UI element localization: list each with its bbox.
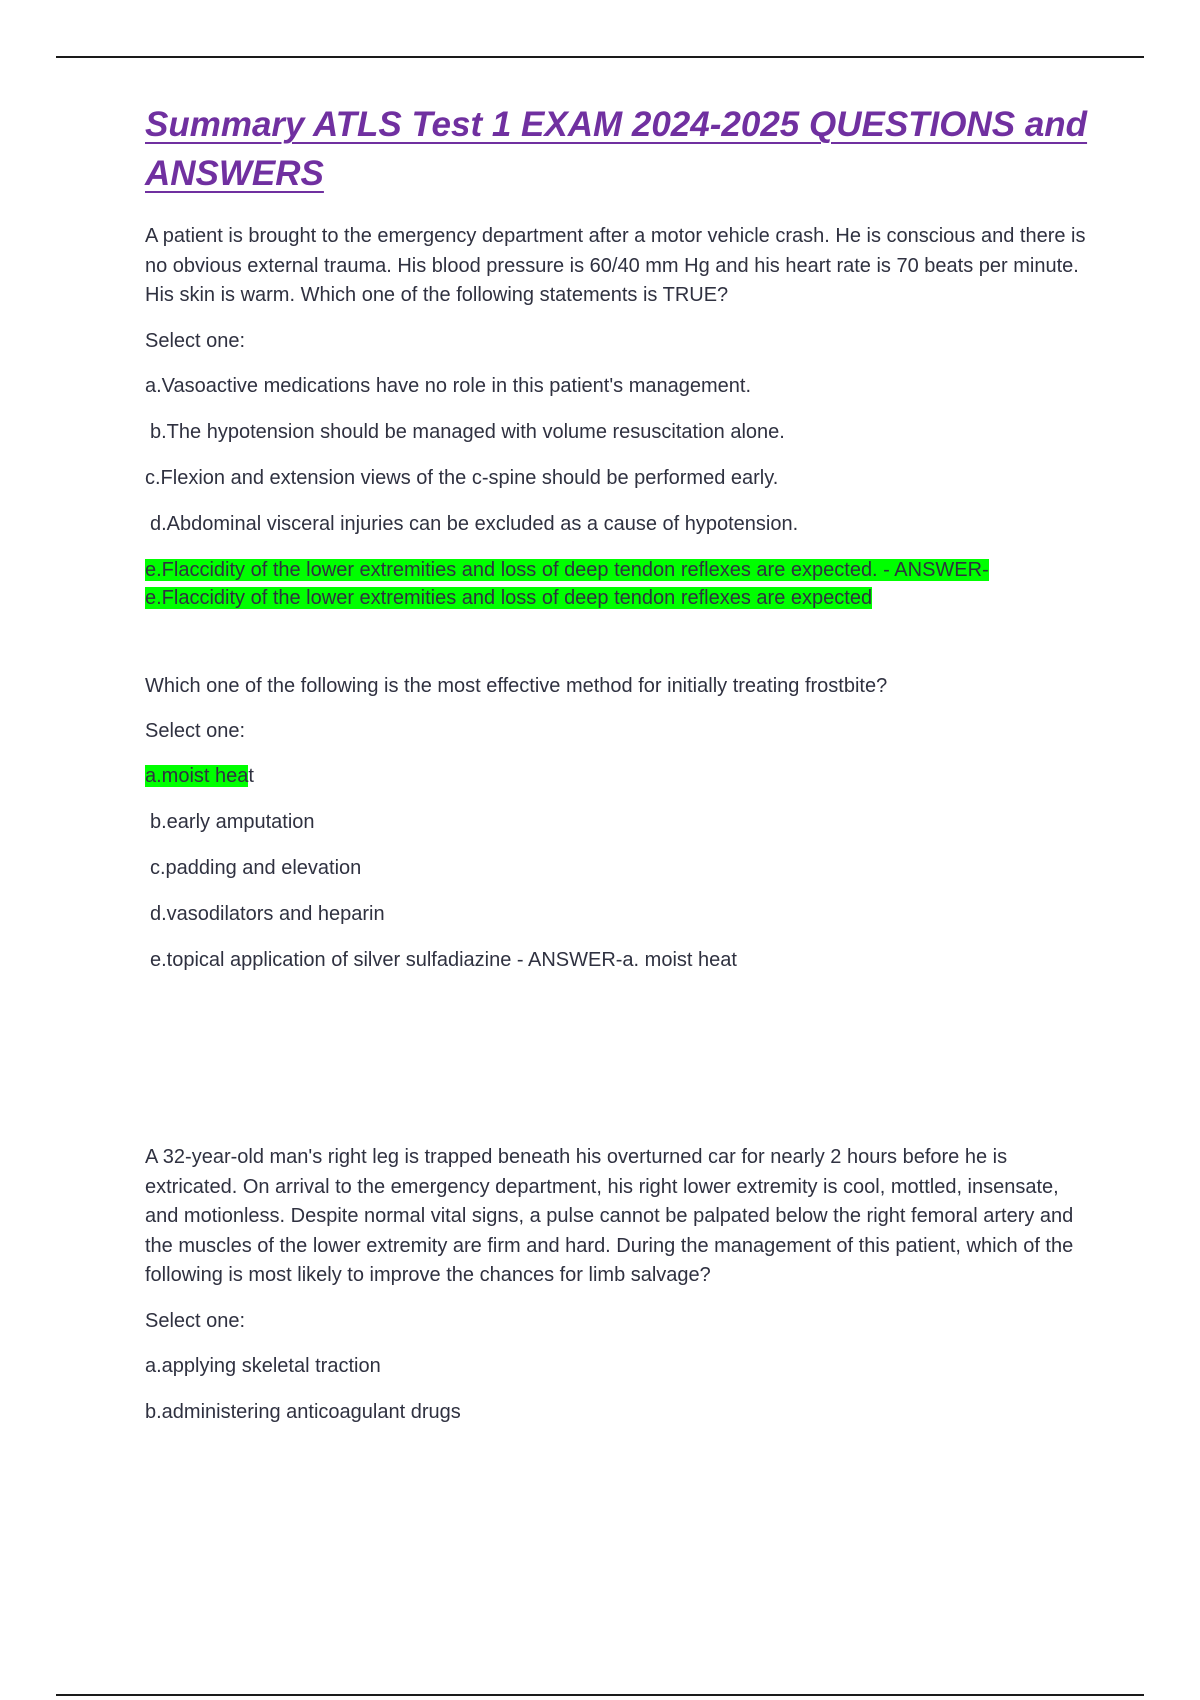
question-2-option-d: d.vasodilators and heparin (150, 903, 385, 925)
question-1-option-c: c.Flexion and extension views of the c-spine should be performed early. (145, 466, 779, 489)
top-rule (56, 56, 1144, 58)
document-title: Summary ATLS Test 1 EXAM 2024-2025 QUESTIONS and ANSWERS (145, 105, 1088, 193)
question-1-answer-line-1: e.Flaccidity of the lower extremities and loss of deep tendon reflexes are expected. - ANSWER- (145, 558, 989, 581)
question-2-select-label: Select one: (145, 720, 246, 742)
question-2-option-a-rest: t (248, 765, 254, 787)
question-2-option-c: c.padding and elevation (150, 857, 362, 879)
question-1 (145, 222, 1095, 612)
question-3-option-b: b.administering anticoagulant drugs (145, 1400, 461, 1423)
question-1-text: A patient is brought to the emergency department after a motor vehicle crash. He is conscious and there is no obvious external trauma. His blood pressure is 60/40 mm Hg and his heart rate is 70 beats per minute. His skin is warm. Which one of the following statements is TRUE? (145, 225, 1086, 306)
question-1-option-a: a.Vasoactive medications have no role in this patient's management. (145, 374, 752, 397)
document-body (145, 100, 1095, 1444)
question-2 (145, 672, 1095, 976)
question-3-option-a: a.applying skeletal traction (145, 1354, 381, 1377)
question-2-option-e: e.topical application of silver sulfadiazine - ANSWER-a. moist heat (150, 949, 737, 971)
question-3-text: A 32-year-old man's right leg is trapped beneath his overturned car for nearly 2 hours before he is extricated. On arrival to the emergency department, his right lower extremity is cool, mottled, insensate, and motionless. Despite normal vital signs, a pulse cannot be palpated below the right femoral artery and the muscles of the lower extremity are firm and hard. During the management of this patient, which of the following is most likely to improve the chances for limb salvage? (145, 1146, 1074, 1286)
question-1-answer (145, 556, 1095, 612)
question-3 (145, 1143, 1095, 1427)
question-2-text: Which one of the following is the most effective method for initially treating frostbite? (145, 674, 888, 697)
question-1-option-b: b.The hypotension should be managed with volume resuscitation alone. (150, 420, 785, 443)
question-1-answer-line-2: e.Flaccidity of the lower extremities and loss of deep tendon reflexes are expected (145, 586, 873, 609)
question-2-option-a-highlight: a.moist hea (145, 765, 249, 787)
bottom-rule (56, 1694, 1144, 1696)
question-1-select-label: Select one: (145, 329, 246, 352)
question-3-select-label: Select one: (145, 1309, 246, 1332)
question-1-option-d: d.Abdominal visceral injuries can be excluded as a cause of hypotension. (150, 512, 799, 535)
question-2-option-a (145, 762, 1095, 791)
question-2-option-b: b.early amputation (150, 811, 315, 833)
